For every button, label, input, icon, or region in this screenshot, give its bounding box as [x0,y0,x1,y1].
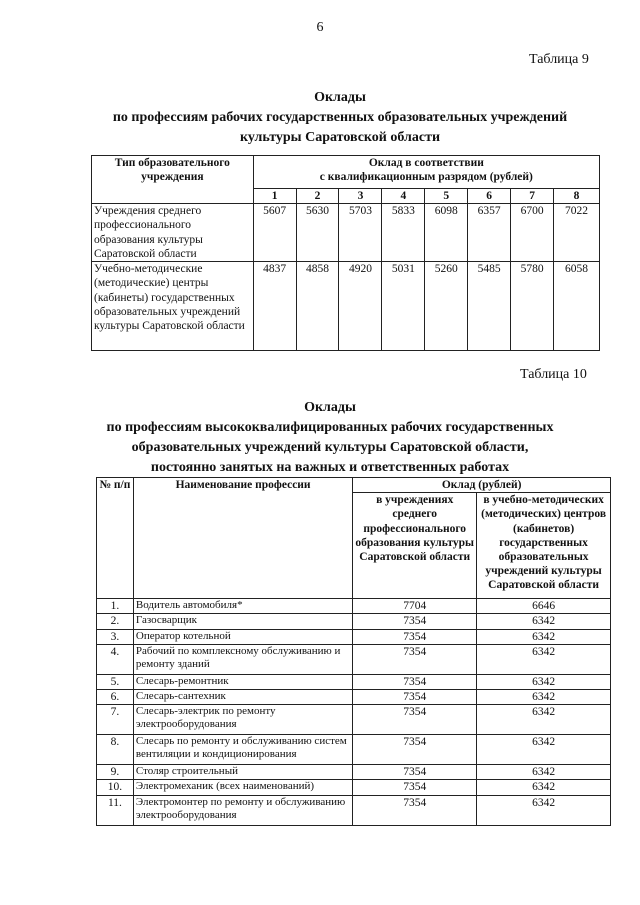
row-number: 9. [97,765,134,780]
table-10-header-no: № п/п [97,478,134,599]
grade-header: 7 [511,189,554,204]
grade-header: 4 [382,189,425,204]
table-10-header-col2: в учебно-методических (методических) центров (кабинетов) государственных образовательных учреждений культуры Саратовской области [477,493,611,599]
salary-cell: 6342 [477,780,611,795]
salary-cell: 4837 [253,262,296,351]
profession-name: Газосварщик [133,614,352,629]
profession-name: Слесарь-сантехник [133,690,352,705]
table-9-title-line: культуры Саратовской области [239,130,441,145]
table-10 [96,477,611,826]
row-number: 4. [97,644,134,674]
profession-name: Слесарь-ремонтник [133,674,352,689]
salary-cell: 7354 [353,690,477,705]
salary-cell: 7354 [353,644,477,674]
salary-cell: 7354 [353,614,477,629]
salary-cell: 6098 [425,204,468,262]
table-row [97,780,611,795]
salary-cell: 5630 [296,204,339,262]
table-9-title-line: Оклады [314,90,366,105]
table-row [97,599,611,614]
table-10-header-salary: Оклад (рублей) [353,478,611,493]
table-row [97,614,611,629]
institution-name: Учреждения среднего профессионального образования культуры Саратовской области [92,204,254,262]
salary-cell: 6058 [554,262,600,351]
salary-cell: 6342 [477,690,611,705]
salary-cell: 7354 [353,765,477,780]
grade-header: 5 [425,189,468,204]
row-number: 2. [97,614,134,629]
table-9-header-salary-line: Оклад в соответствии [368,157,484,169]
table-10-label: Таблица 10 [520,367,587,382]
salary-cell: 6342 [477,629,611,644]
table-9-title [40,88,640,148]
salary-cell: 7354 [353,674,477,689]
salary-cell: 6646 [477,599,611,614]
table-10-title-line: постоянно занятых на важных и ответственных работах [150,460,510,475]
salary-cell: 7354 [353,780,477,795]
row-number: 6. [97,690,134,705]
row-number: 1. [97,599,134,614]
salary-cell: 6342 [477,765,611,780]
table-row [97,690,611,705]
salary-cell: 7354 [353,795,477,825]
table-row [97,674,611,689]
salary-cell: 5607 [253,204,296,262]
institution-name: Учебно-методические (методические) центры (кабинеты) государственных образовательных учреждений культуры Саратовской области [92,262,254,351]
table-row [97,629,611,644]
table-row [97,705,611,735]
grade-header: 1 [253,189,296,204]
salary-cell: 6342 [477,705,611,735]
salary-cell: 5485 [468,262,511,351]
table-9-label: Таблица 9 [529,52,589,67]
salary-cell: 5031 [382,262,425,351]
table-row [97,795,611,825]
table-row [97,644,611,674]
table-row [92,204,600,262]
table-10-header-profession: Наименование профессии [133,478,352,599]
salary-cell: 7354 [353,629,477,644]
profession-name: Водитель автомобиля* [133,599,352,614]
page-number: 6 [316,20,324,35]
table-9-header-type: Тип образовательного учреждения [92,156,254,204]
row-number: 10. [97,780,134,795]
grade-header: 3 [339,189,382,204]
table-row [97,735,611,765]
salary-cell: 6342 [477,735,611,765]
table-10-title [20,398,640,478]
grade-header: 8 [554,189,600,204]
row-number: 5. [97,674,134,689]
table-9-header-salary-line: с квалификационным разрядом (рублей) [319,171,533,184]
profession-name: Электромонтер по ремонту и обслуживанию электрооборудования [133,795,352,825]
salary-cell: 7022 [554,204,600,262]
salary-cell: 6342 [477,614,611,629]
salary-cell: 6700 [511,204,554,262]
profession-name: Слесарь по ремонту и обслуживанию систем вентиляции и кондиционирования [133,735,352,765]
salary-cell: 7354 [353,705,477,735]
profession-name: Столяр строительный [133,765,352,780]
row-number: 7. [97,705,134,735]
grade-header: 6 [468,189,511,204]
salary-cell: 6342 [477,795,611,825]
profession-name: Рабочий по комплексному обслуживанию и ремонту зданий [133,644,352,674]
salary-cell: 6342 [477,644,611,674]
salary-cell: 5703 [339,204,382,262]
table-10-title-line: по профессиям высококвалифицированных рабочих государственных [106,420,554,435]
salary-cell: 6357 [468,204,511,262]
table-row [97,765,611,780]
row-number: 3. [97,629,134,644]
profession-name: Слесарь-электрик по ремонту электрооборудования [133,705,352,735]
profession-name: Оператор котельной [133,629,352,644]
profession-name: Электромеханик (всех наименований) [133,780,352,795]
table-9-title-line: по профессиям рабочих государственных образовательных учреждений [112,110,568,125]
table-10-title-line: Оклады [304,400,356,415]
row-number: 11. [97,795,134,825]
salary-cell: 4858 [296,262,339,351]
grade-header: 2 [296,189,339,204]
table-row [92,262,600,351]
salary-cell: 6342 [477,674,611,689]
table-9-header-salary [253,156,599,189]
row-number: 8. [97,735,134,765]
table-10-header-col1: в учреждениях среднего профессионального образования культуры Саратовской области [353,493,477,599]
table-9 [91,155,600,351]
salary-cell: 4920 [339,262,382,351]
salary-cell: 5833 [382,204,425,262]
salary-cell: 7704 [353,599,477,614]
salary-cell: 5780 [511,262,554,351]
salary-cell: 7354 [353,735,477,765]
table-10-title-line: образовательных учреждений культуры Саратовской области, [131,440,529,455]
salary-cell: 5260 [425,262,468,351]
